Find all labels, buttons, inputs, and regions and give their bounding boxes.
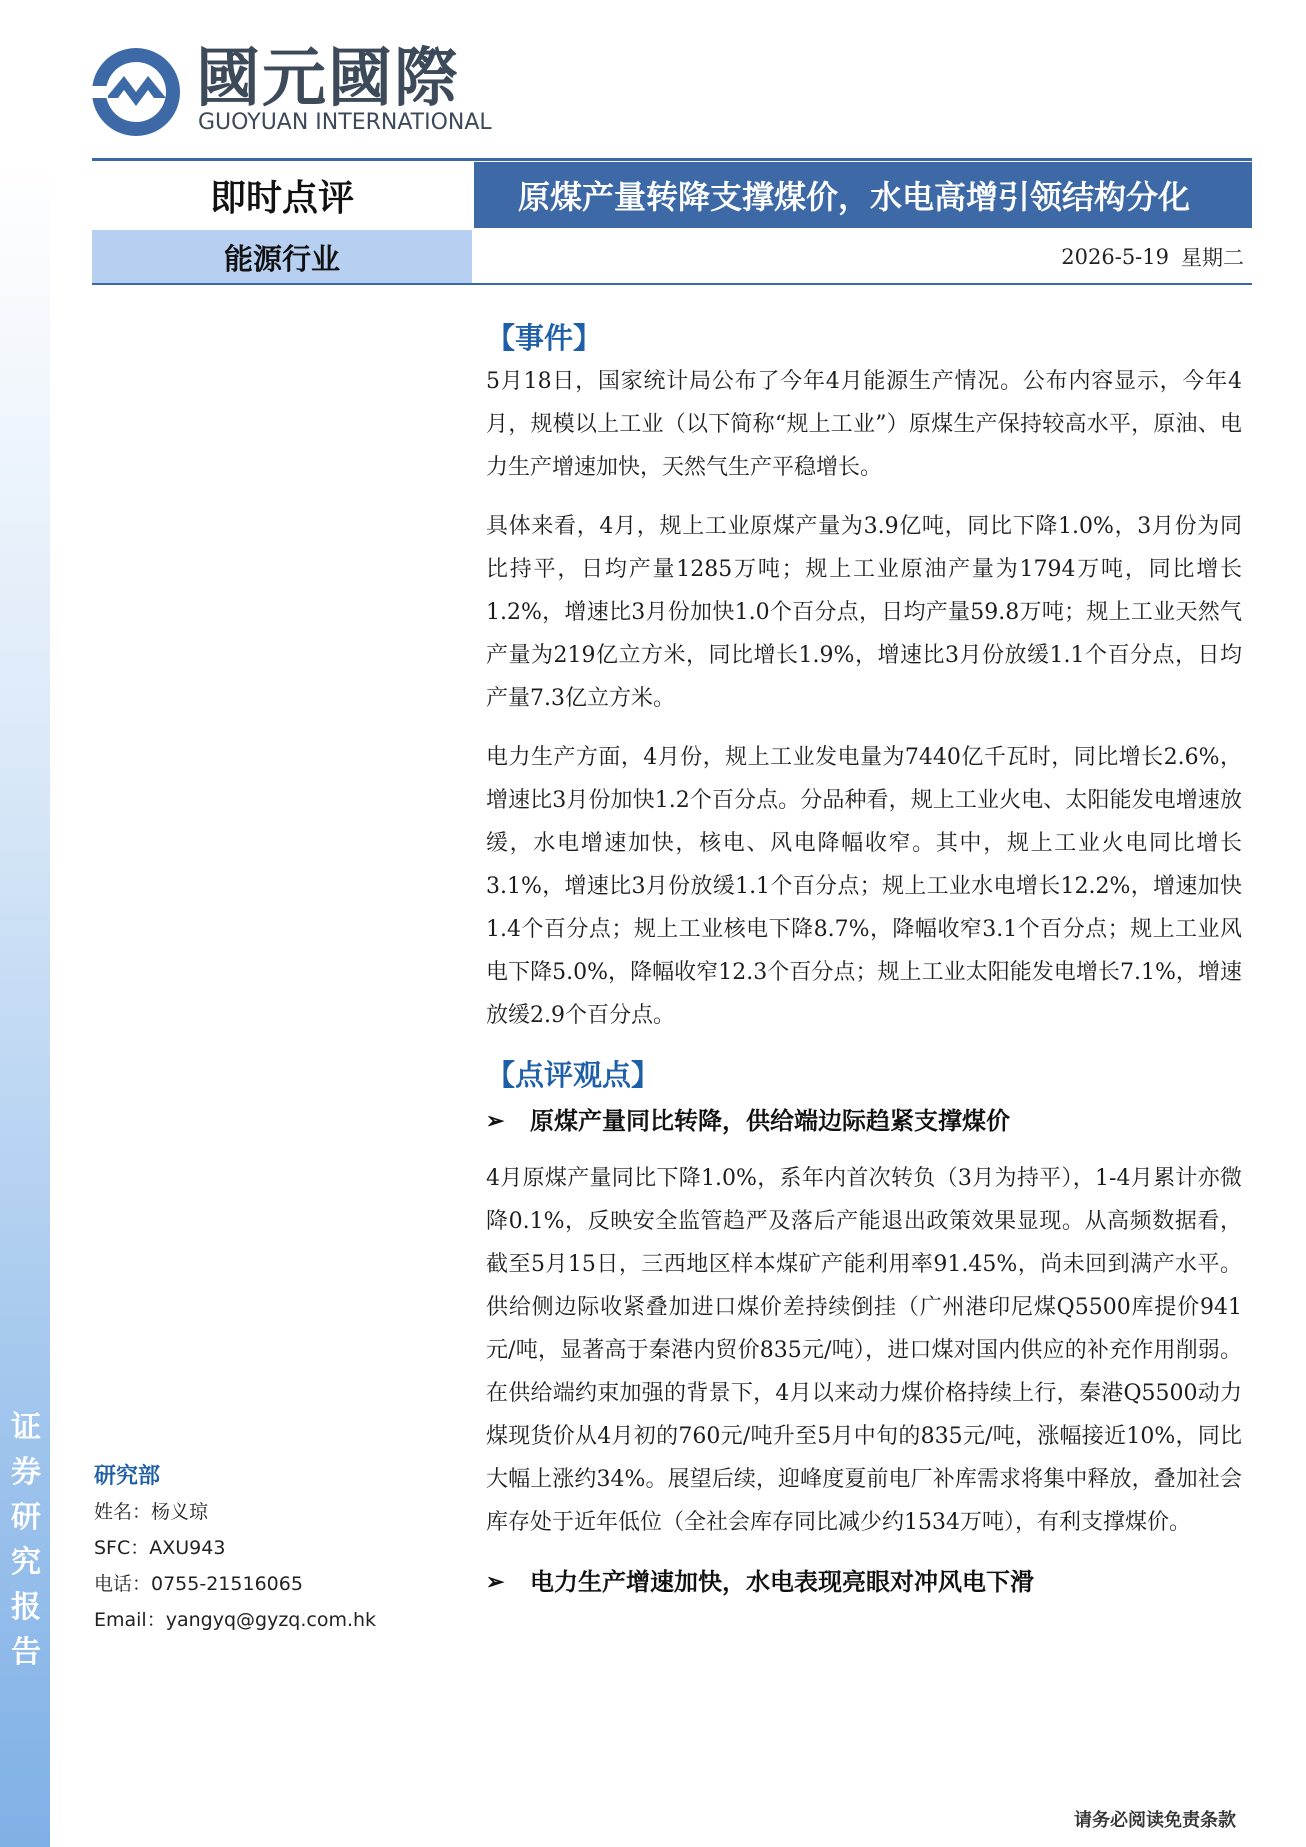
report-type: 即时点评 [209, 176, 354, 219]
side-label: 证券研究报告 [11, 1410, 41, 1670]
guoyuan-logo-icon [90, 46, 182, 138]
commentary-point-1-title [486, 1099, 1242, 1143]
report-date [474, 230, 1252, 284]
brand-name-cn: 國元國際 [196, 42, 460, 116]
event-heading: 【事件】 [486, 321, 603, 355]
department: 研究部 [94, 1463, 161, 1489]
weekday-value: 星期二 [1181, 246, 1244, 270]
commentary-point-1-text: 4月原煤产量同比下降1.0%，系年内首次转负（3月为持平），1-4月累计亦微降0.1%，反映安全监管趋严及落后产能退出政策效果显现。从高频数据看，截至5月15日，三西地区样本煤矿产能利用率91.45%，尚未回到满产水平。供给侧边际收紧叠加进口煤价差持续倒挂（广州港印尼煤Q5500库提价941元/吨，显著高于秦港内贸价835元/吨），进口煤对国内供应的补充作用削弱。在供给端约束加强的背景下，4月以来动力煤价格持续上行，秦港Q5500动力煤现货价从4月初的760元/吨升至5月中旬的835元/吨，涨幅接近10%，同比大幅上涨约34%。展望后续，迎峰度夏前电厂补库需求将集中释放，叠加社会库存处于近年低位（全社会库存同比减少约1534万吨），有利支撑煤价。 [486, 1166, 1242, 1535]
point-1-title-text: 原煤产量同比转降，供给端边际趋紧支撑煤价 [530, 1106, 1010, 1135]
arrow-bullet-icon: ➢ [486, 1108, 505, 1134]
industry-label: 能源行业 [92, 230, 472, 284]
analyst-name: 姓名：杨义琼 [94, 1501, 209, 1523]
commentary-point-2-title [486, 1560, 1242, 1604]
disclaimer-link[interactable]: 请务必阅读免责条款 [1074, 1810, 1236, 1831]
event-paragraph-1: 5月18日，国家统计局公布了今年4月能源生产情况。公布内容显示，今年4月，规模以上工业（以下简称“规上工业”）原煤生产保持较高水平，原油、电力生产增速加快，天然气生产平稳增长。 [486, 369, 1242, 480]
commentary-heading: 【点评观点】 [486, 1058, 661, 1092]
analyst-phone: 电话：0755-21516065 [94, 1573, 303, 1595]
main-content [486, 316, 1242, 1618]
report-title: 原煤产量转降支撑煤价，水电高增引领结构分化 [474, 162, 1252, 228]
analyst-contact [94, 1458, 414, 1638]
event-paragraph-2: 具体来看，4月，规上工业原煤产量为3.9亿吨，同比下降1.0%，3月份为同比持平，日均产量1285万吨；规上工业原油产量为1794万吨，同比增长1.2%，增速比3月份加快1.0个百分点，日均产量59.8万吨；规上工业天然气产量为219亿立方米，同比增长1.9%，增速比3月份放缓1.1个百分点，日均产量7.3亿立方米。 [486, 514, 1242, 711]
brand-name-en: GUOYUAN INTERNATIONAL [198, 110, 492, 135]
arrow-bullet-icon: ➢ [486, 1569, 505, 1595]
date-value: 2026-5-19 [1061, 245, 1169, 269]
header-rule-bottom [92, 283, 1252, 285]
analyst-email[interactable]: Email：yangyq@gyzq.com.hk [94, 1609, 377, 1631]
header-rule-top [92, 158, 1252, 161]
analyst-sfc: SFC：AXU943 [94, 1537, 226, 1559]
event-paragraph-3: 电力生产方面，4月份，规上工业发电量为7440亿千瓦时，同比增长2.6%，增速比3月份加快1.2个百分点。分品种看，规上工业火电、太阳能发电增速放缓，水电增速加快，核电、风电降幅收窄。其中，规上工业火电同比增长3.1%，增速比3月份放缓1.1个百分点；规上工业水电增长12.2%，增速加快1.4个百分点；规上工业核电下降8.7%，降幅收窄3.1个百分点；规上工业风电下降5.0%，降幅收窄12.3个百分点；规上工业太阳能发电增长7.1%，增速放缓2.9个百分点。 [486, 745, 1242, 1028]
point-2-title-text: 电力生产增速加快，水电表现亮眼对冲风电下滑 [530, 1567, 1034, 1596]
